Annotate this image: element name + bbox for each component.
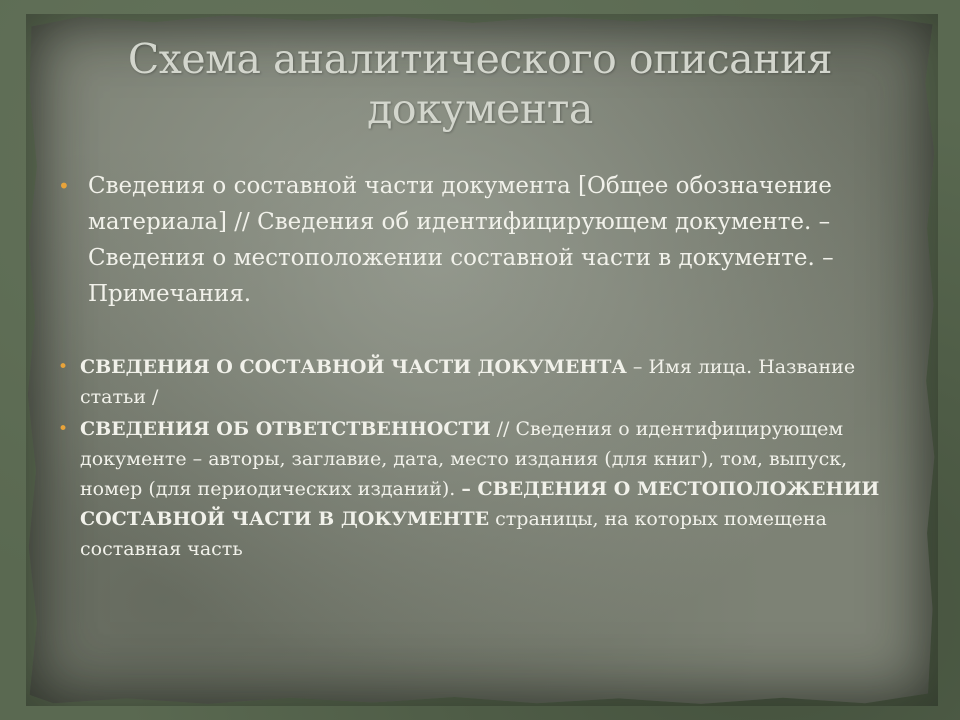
bullet-bold-heading: СВЕДЕНИЯ ОБ ОТВЕТСТВЕННОСТИ xyxy=(80,418,491,440)
slide-title-line-1: Схема аналитического описания xyxy=(127,35,833,83)
bullet-text xyxy=(80,352,898,412)
bullet-plain-text-pages: страницы, на которых помещена составная часть xyxy=(80,508,827,560)
bullet-text: Сведения о составной части документа [Общее обозначение материала] // Сведения об идентифицирующем документе. – Сведения о местоположении составной части в документе. – Примечания. xyxy=(88,173,834,307)
bullet-text xyxy=(80,414,898,564)
bullet-marker: • xyxy=(58,419,69,439)
slide-title-line-2: документа xyxy=(367,85,593,133)
bullet-marker: • xyxy=(58,174,70,198)
bullet-bold-heading: СВЕДЕНИЯ О СОСТАВНОЙ ЧАСТИ ДОКУМЕНТА xyxy=(80,356,627,378)
bullet-plain-text: // Сведения о идентифицирующем документе – авторы, заглавие, дата, место издания (для книг), том, выпуск, номер (для периодических изданий). xyxy=(80,418,848,500)
bullet-marker: • xyxy=(58,357,69,377)
bullet-item-responsibility xyxy=(58,414,898,564)
bullet-plain-text: – Имя лица. Название статьи / xyxy=(80,356,856,408)
bullet-bold-heading-location: – СВЕДЕНИЯ О МЕСТОПОЛОЖЕНИИ СОСТАВНОЙ ЧАСТИ В ДОКУМЕНТЕ xyxy=(80,478,880,530)
slide-title xyxy=(60,34,900,134)
bullet-item-component-info xyxy=(58,352,898,412)
bullet-item-scheme xyxy=(58,168,898,312)
bullet-list xyxy=(58,168,898,564)
